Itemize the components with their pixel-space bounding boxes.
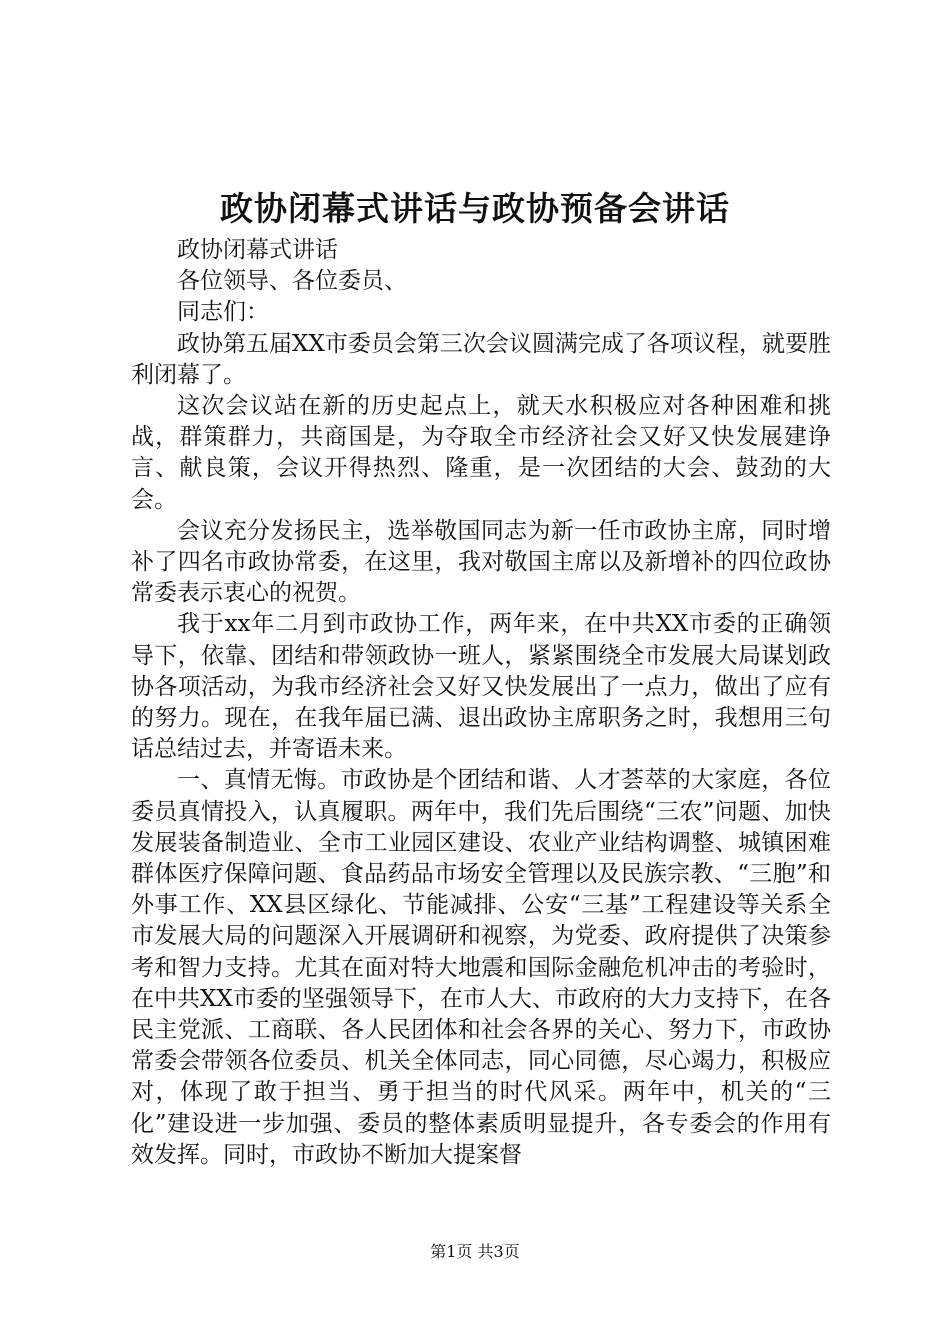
document-body <box>131 235 831 1171</box>
paragraph-salutation-comrades: 同志们： <box>177 299 269 326</box>
paragraph-salutation: 各位领导、各位委员、 <box>177 268 407 295</box>
paragraph: 一、真情无悔。市政协是个团结和谐、人才荟萃的大家庭，各位委员真情投入，认真履职。两年中，我们先后围绕“三农”问题、加快发展装备制造业、全市工业园区建设、农业产业结构调整、城镇困难群体医疗保障问题、食品药品市场安全管理以及民族宗教、“三胞”和外事工作、XX县区绿化、节能减排、公安“三基”工程建设等关系全市发展大局的问题深入开展调研和视察，为党委、政府提供了决策参考和智力支持。尤其在面对特大地震和国际金融危机冲击的考验时，在中共XX市委的坚强领导下，在市人大、市政府的大力支持下，在各民主党派、工商联、各人民团体和社会各界的关心、努力下，市政协常委会带领各位委员、机关全体同志，同心同德，尽心竭力，积极应对，体现了敢于担当、勇于担当的时代风采。两年中，机关的“三化”建设进一步加强、委员的整体素质明显提升，各专委会的作用有效发挥。同时，市政协不断加大提案督 <box>131 767 831 1168</box>
document-title: 政协闭幕式讲话与政协预备会讲话 <box>220 189 730 228</box>
page-number-footer: 第1页 共3页 <box>430 1242 520 1261</box>
paragraph: 我于xx年二月到市政协工作，两年来，在中共XX市委的正确领导下，依靠、团结和带领政协一班人，紧紧围绕全市发展大局谋划政协各项活动，为我市经济社会又好又快发展出了一点力，做出了应有的努力。现在，在我年届已满、退出政协主席职务之时，我想用三句话总结过去，并寄语未来。 <box>131 611 831 763</box>
paragraph: 这次会议站在新的历史起点上，就天水积极应对各种困难和挑战，群策群力，共商国是，为夺取全市经济社会又好又快发展建诤言、献良策，会议开得热烈、隆重，是一次团结的大会、鼓劲的大会。 <box>131 393 831 513</box>
paragraph: 政协第五届XX市委员会第三次会议圆满完成了各项议程，就要胜利闭幕了。 <box>131 330 831 388</box>
paragraph-subtitle: 政协闭幕式讲话 <box>177 237 338 263</box>
paragraph: 会议充分发扬民主，选举敬国同志为新一任市政协主席，同时增补了四名市政协常委，在这里，我对敬国主席以及新增补的四位政协常委表示衷心的祝贺。 <box>131 517 831 607</box>
